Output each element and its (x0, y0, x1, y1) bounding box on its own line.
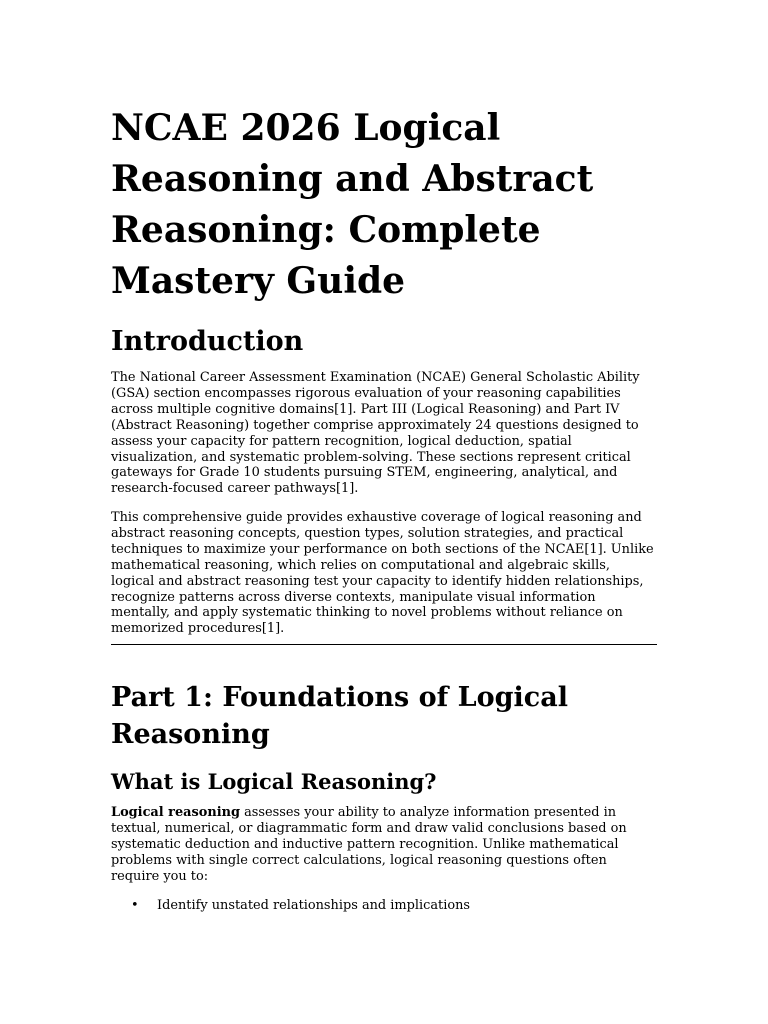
bullet-icon: • (131, 898, 139, 913)
requirements-list (111, 898, 657, 914)
document-title: NCAE 2026 Logical Reasoning and Abstract Reasoning: Complete Mastery Guide (111, 107, 594, 302)
logical-reasoning-term: Logical reasoning (111, 805, 241, 820)
introduction-paragraph-1: The National Career Assessment Examination (NCAE) General Scholastic Ability (GSA) section encompasses rigorous evaluation of your reasoning capabilities across multiple cognitive domains[1]. Part III (Logical Reasoning) and Part IV (Abstract Reasoning) together comprise approximately 24 questions designed to assess your capacity for pattern recognition, logical deduction, spatial visualization, and systematic problem-solving. These sections represent critical gateways for Grade 10 students pursuing STEM, engineering, analytical, and research-focused career pathways[1]. (111, 370, 640, 497)
section-divider (111, 644, 657, 645)
introduction-heading: Introduction (111, 326, 304, 357)
logical-reasoning-subheading: What is Logical Reasoning? (111, 769, 437, 794)
logical-reasoning-definition: assesses your ability to analyze information presented in textual, numerical, or diagrammatic form and draw valid conclusions based on systematic deduction and inductive pattern recognition. Unlike mathematical problems with single correct calculations, logical reasoning questions often require you to: (111, 805, 627, 884)
introduction-paragraph-2: This comprehensive guide provides exhaustive coverage of logical reasoning and abstract reasoning concepts, question types, solution strategies, and practical techniques to maximize your performance on both sections of the NCAE[1]. Unlike mathematical reasoning, which relies on computational and algebraic skills, logical and abstract reasoning test your capacity to identify hidden relationships, recognize patterns across diverse contexts, manipulate visual information mentally, and apply systematic thinking to novel problems without reliance on memorized procedures[1]. (111, 510, 654, 637)
list-item (111, 898, 657, 914)
list-item-text: Identify unstated relationships and implications (157, 898, 471, 913)
logical-reasoning-paragraph (111, 805, 657, 885)
part1-heading: Part 1: Foundations of Logical Reasoning (111, 682, 568, 750)
